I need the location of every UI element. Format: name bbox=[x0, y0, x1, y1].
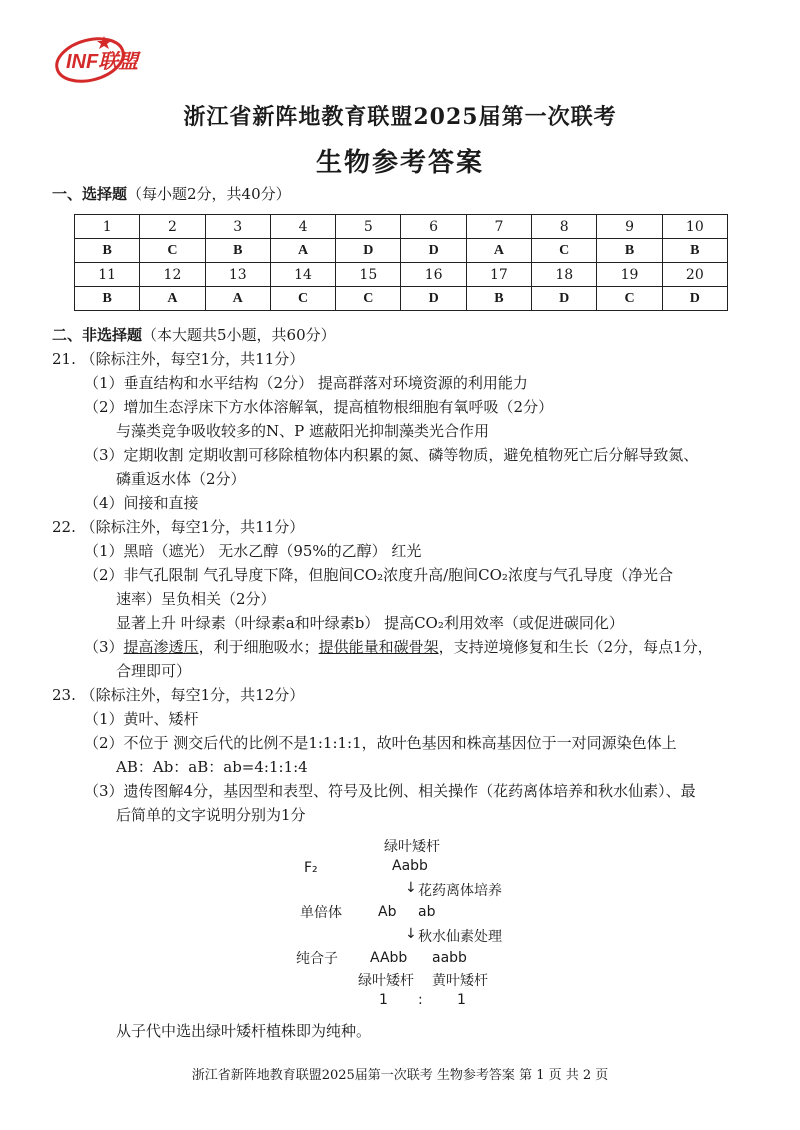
question-number-cell: 18 bbox=[532, 263, 597, 287]
diagram-ratio-2: 1 bbox=[457, 992, 466, 1008]
section1-header bbox=[52, 183, 291, 205]
question-number-cell: 4 bbox=[270, 215, 335, 239]
logo-graphic bbox=[52, 30, 139, 86]
q22-line5-prefix: （3） bbox=[84, 638, 124, 656]
q22-line3: 速率）呈负相关（2分） bbox=[116, 590, 276, 608]
answer-cell: D bbox=[662, 287, 727, 311]
diagram-homo-2: aabb bbox=[432, 950, 467, 966]
answer-cell: A bbox=[270, 239, 335, 263]
answer-cell: D bbox=[401, 287, 466, 311]
q23-line4: （3）遗传图解4分，基因型和表型、符号及比例、相关操作（花药离体培养和秋水仙素）、最 bbox=[84, 782, 696, 800]
q21-line5: 磷重返水体（2分） bbox=[116, 470, 246, 488]
question-number-cell: 5 bbox=[336, 215, 401, 239]
diagram-ratio-1: 1 bbox=[379, 992, 388, 1008]
q22-underline-energy: 提供能量和碳骨架 bbox=[318, 638, 439, 656]
q23-line5: 后简单的文字说明分别为1分 bbox=[116, 806, 306, 824]
question-number-cell: 6 bbox=[401, 215, 466, 239]
answer-cell: B bbox=[466, 287, 531, 311]
answer-row bbox=[75, 239, 728, 263]
diagram-homozygote-label: 纯合子 bbox=[296, 951, 338, 967]
diagram-f2-genotype: Aabb bbox=[392, 858, 428, 874]
page-footer: 浙江省新阵地教育联盟2025届第一次联考 生物参考答案 第 1 页 共 2 页 bbox=[191, 1068, 609, 1083]
q23-line3: AB：Ab：aB：ab=4:1:1:4 bbox=[116, 758, 308, 776]
diagram-f2-label: F₂ bbox=[304, 860, 318, 876]
question-number-cell: 16 bbox=[401, 263, 466, 287]
q21-line2: （2）增加生态浮床下方水体溶解氧，提高植物根细胞有氧呼吸（2分） bbox=[84, 398, 554, 416]
section2-note: （本大题共5小题，共60分） bbox=[142, 326, 336, 344]
question-number-cell: 9 bbox=[597, 215, 662, 239]
answer-cell: B bbox=[597, 239, 662, 263]
answer-cell: D bbox=[401, 239, 466, 263]
down-arrow-icon: ↓ bbox=[405, 880, 417, 896]
question-number-cell: 19 bbox=[597, 263, 662, 287]
question-number-cell: 2 bbox=[140, 215, 205, 239]
page-title: 浙江省新阵地教育联盟2025届第一次联考 bbox=[183, 104, 617, 130]
answer-cell: A bbox=[466, 239, 531, 263]
answer-cell: C bbox=[532, 239, 597, 263]
q22-line5-mid: ，利于细胞吸水； bbox=[198, 638, 319, 656]
answer-table bbox=[74, 214, 728, 311]
diagram-haploid-label: 单倍体 bbox=[300, 905, 342, 921]
answer-cell: C bbox=[336, 287, 401, 311]
answer-row bbox=[75, 287, 728, 311]
q22-line4: 显著上升 叶绿素（叶绿素a和叶绿素b） 提高CO₂利用效率（或促进碳同化） bbox=[116, 614, 624, 632]
answer-cell: D bbox=[532, 287, 597, 311]
q22-line6: 合理即可） bbox=[116, 662, 192, 680]
diagram-pheno-2: 黄叶矮杆 bbox=[432, 973, 488, 989]
answer-cell: A bbox=[140, 287, 205, 311]
answer-cell: C bbox=[140, 239, 205, 263]
question-number-cell: 8 bbox=[532, 215, 597, 239]
diagram-step1: 花药离体培养 bbox=[418, 883, 502, 899]
diagram-homo-1: AAbb bbox=[370, 950, 408, 966]
q22-line1: （1）黑暗（遮光） 无水乙醇（95%的乙醇） 红光 bbox=[84, 542, 422, 560]
answer-cell: B bbox=[75, 239, 140, 263]
section2-heading: 二、非选择题 bbox=[52, 326, 143, 344]
q22-line2: （2）非气孔限制 气孔导度下降，但胞间CO₂浓度升高/胞间CO₂浓度与气孔导度（净光合 bbox=[84, 566, 673, 584]
question-number-cell: 7 bbox=[466, 215, 531, 239]
q23-line2: （2）不位于 测交后代的比例不是1:1:1:1，故叶色基因和株高基因位于一对同源染色体上 bbox=[84, 734, 677, 752]
question-number-cell: 11 bbox=[75, 263, 140, 287]
question-number-row bbox=[75, 215, 728, 239]
q23-header: 23. （除标注外，每空1分，共12分） bbox=[52, 686, 305, 704]
page-subtitle: 生物参考答案 bbox=[315, 148, 484, 178]
question-number-cell: 3 bbox=[205, 215, 270, 239]
question-number-cell: 20 bbox=[662, 263, 727, 287]
diagram-pheno-1: 绿叶矮杆 bbox=[358, 973, 414, 989]
q21-line1: （1）垂直结构和水平结构（2分） 提高群落对环境资源的利用能力 bbox=[84, 374, 528, 392]
answer-cell: D bbox=[336, 239, 401, 263]
alliance-logo bbox=[52, 30, 139, 86]
section2-header bbox=[52, 324, 336, 346]
down-arrow-icon: ↓ bbox=[405, 926, 417, 942]
question-number-cell: 10 bbox=[662, 215, 727, 239]
answer-cell: C bbox=[597, 287, 662, 311]
q23-line1: （1）黄叶、矮杆 bbox=[84, 710, 199, 728]
q21-line6: （4）间接和直接 bbox=[84, 494, 199, 512]
logo-text: INF联盟 bbox=[66, 51, 139, 73]
section1-note: （每小题2分，共40分） bbox=[127, 185, 291, 203]
conclusion-text: 从子代中选出绿叶矮杆植株即为纯种。 bbox=[116, 1022, 372, 1040]
question-number-cell: 14 bbox=[270, 263, 335, 287]
diagram-top-label: 绿叶矮杆 bbox=[384, 839, 440, 855]
answer-cell: A bbox=[205, 287, 270, 311]
q22-header: 22. （除标注外，每空1分，共11分） bbox=[52, 518, 305, 536]
question-number-cell: 15 bbox=[336, 263, 401, 287]
question-number-cell: 13 bbox=[205, 263, 270, 287]
diagram-haploid-2: ab bbox=[418, 904, 436, 920]
diagram-ratio-sep: : bbox=[418, 992, 423, 1008]
diagram-step2: 秋水仙素处理 bbox=[418, 929, 502, 945]
q21-line4: （3）定期收割 定期收割可移除植物体内积累的氮、磷等物质，避免植物死亡后分解导致氮、 bbox=[84, 446, 699, 464]
question-number-cell: 12 bbox=[140, 263, 205, 287]
answer-cell: B bbox=[662, 239, 727, 263]
q22-underline-osmotic: 提高渗透压 bbox=[123, 638, 199, 656]
diagram-haploid-1: Ab bbox=[378, 904, 397, 920]
question-number-cell: 17 bbox=[466, 263, 531, 287]
answer-cell: B bbox=[205, 239, 270, 263]
q21-line3: 与藻类竞争吸收较多的N、P 遮蔽阳光抑制藻类光合作用 bbox=[116, 422, 489, 440]
section1-heading: 一、选择题 bbox=[52, 185, 128, 203]
answer-cell: C bbox=[270, 287, 335, 311]
q21-header: 21. （除标注外，每空1分，共11分） bbox=[52, 350, 305, 368]
answer-cell: B bbox=[75, 287, 140, 311]
q22-line5 bbox=[84, 636, 713, 658]
question-number-cell: 1 bbox=[75, 215, 140, 239]
question-number-row bbox=[75, 263, 728, 287]
q22-line5-end: ，支持逆境修复和生长（2分，每点1分， bbox=[438, 638, 713, 656]
